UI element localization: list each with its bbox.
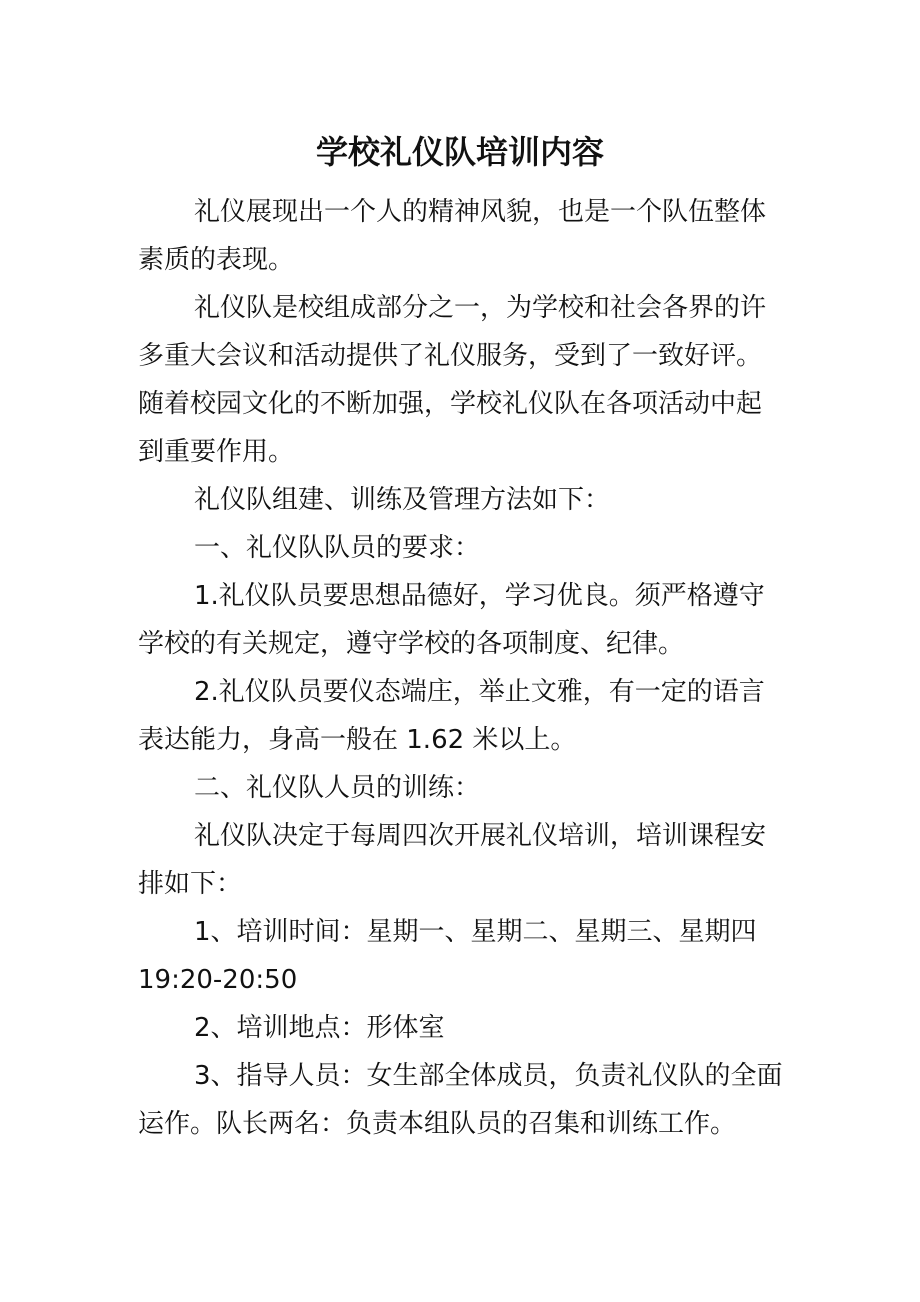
training-item-location: 2、培训地点：形体室 [194,1013,445,1043]
training-item-staff: 3、指导人员：女生部全体成员，负责礼仪队的全面运作。队长两名：负责本组队员的召集和训练工作。 [138,1061,783,1139]
paragraph-intro: 礼仪展现出一个人的精神风貌，也是一个队伍整体素质的表现。 [138,197,767,275]
section-heading-requirements: 一、礼仪队队员的要求： [194,533,481,563]
paragraph-team-role: 礼仪队是校组成部分之一，为学校和社会各界的许多重大会议和活动提供了礼仪服务，受到了一致好评。随着校园文化的不断加强，学校礼仪队在各项活动中起到重要作用。 [138,293,767,467]
requirement-item-1: 1.礼仪队员要思想品德好，学习优良。须严格遵守学校的有关规定，遵守学校的各项制度、纪律。 [138,581,765,659]
section-heading-training: 二、礼仪队人员的训练： [194,773,481,803]
paragraph-training-schedule: 礼仪队决定于每周四次开展礼仪培训，培训课程安排如下： [138,821,767,899]
training-item-time: 1、培训时间：星期一、星期二、星期三、星期四 19:20-20:50 [138,917,765,995]
document-title: 学校礼仪队培训内容 [315,133,604,171]
paragraph-methods-heading: 礼仪队组建、训练及管理方法如下： [194,485,611,515]
document-body [138,188,784,1148]
requirement-item-2: 2.礼仪队员要仪态端庄，举止文雅，有一定的语言表达能力，身高一般在 1.62 米以上。 [138,677,765,755]
